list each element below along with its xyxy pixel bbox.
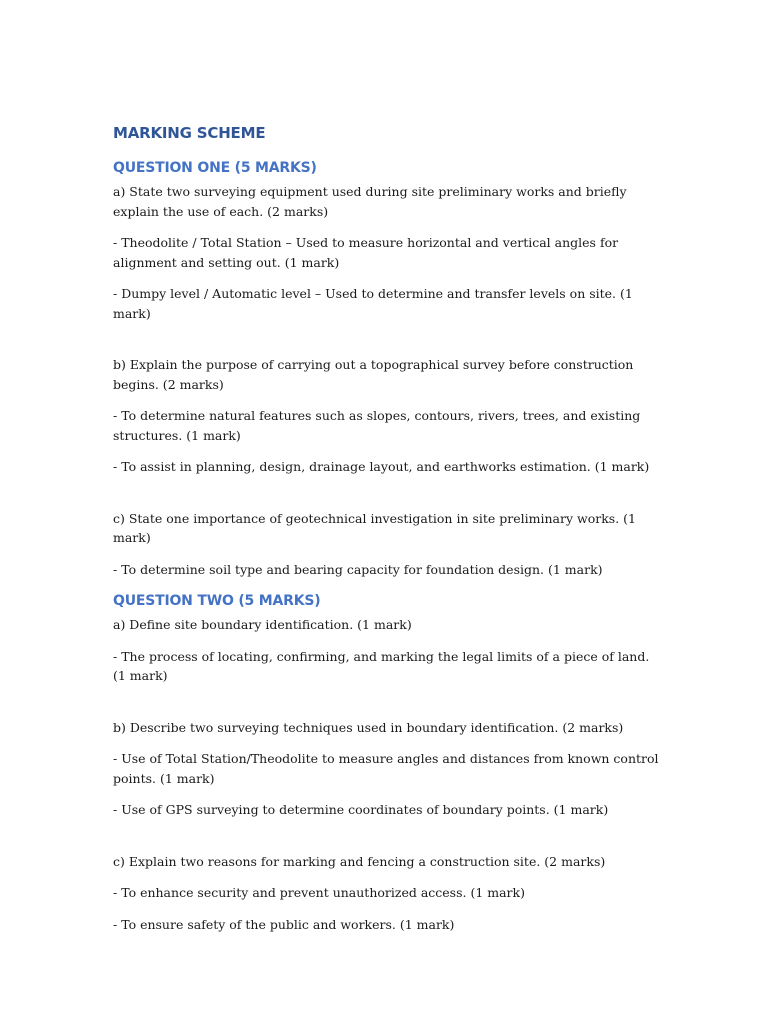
question-two-part-b-answer-1: - Use of Total Station/Theodolite to measure angles and distances from known control points. (1 mark): [113, 751, 659, 786]
question-one-part-a: a) State two surveying equipment used during site preliminary works and briefly explain the use of each. (2 marks): [113, 184, 627, 219]
question-two-part-b: b) Describe two surveying techniques used in boundary identification. (2 marks): [113, 719, 624, 735]
question-one-part-b-answer-2: - To assist in planning, design, drainage layout, and earthworks estimation. (1 mark): [113, 459, 650, 474]
question-one-part-a-answer-1: - Theodolite / Total Station – Used to measure horizontal and vertical angles for alignment and setting out. (1 mark): [113, 235, 619, 270]
document-title: MARKING SCHEME: [113, 124, 266, 142]
question-two-part-c-answer-1: - To enhance security and prevent unauthorized access. (1 mark): [113, 885, 525, 900]
question-two-part-c-answer-2: - To ensure safety of the public and workers. (1 mark): [113, 916, 455, 932]
question-two-heading: QUESTION TWO (5 MARKS): [113, 593, 321, 609]
question-one-part-b-answer-1: - To determine natural features such as slopes, contours, rivers, trees, and existing structures. (1 mark): [113, 408, 641, 443]
document-body: [113, 124, 661, 946]
question-two-part-b-answer-2: - Use of GPS surveying to determine coordinates of boundary points. (1 mark): [113, 802, 609, 817]
question-one-part-b: b) Explain the purpose of carrying out a topographical survey before construction begins. (2 marks): [113, 357, 634, 392]
question-two-part-a-answer-1: - The process of locating, confirming, and marking the legal limits of a piece of land. (1 mark): [113, 648, 650, 683]
question-two-section: [113, 593, 661, 934]
question-one-section: [113, 160, 661, 579]
question-two-part-c: c) Explain two reasons for marking and fencing a construction site. (2 marks): [113, 853, 606, 869]
question-one-heading: QUESTION ONE (5 MARKS): [113, 160, 317, 176]
question-one-part-c: c) State one importance of geotechnical investigation in site preliminary works. (1 mark): [113, 510, 636, 545]
question-two-part-a: a) Define site boundary identification. (1 mark): [113, 617, 412, 632]
question-one-part-c-answer-1: - To determine soil type and bearing capacity for foundation design. (1 mark): [113, 561, 603, 577]
question-one-part-a-answer-2: - Dumpy level / Automatic level – Used to determine and transfer levels on site. (1 mark): [113, 286, 633, 321]
